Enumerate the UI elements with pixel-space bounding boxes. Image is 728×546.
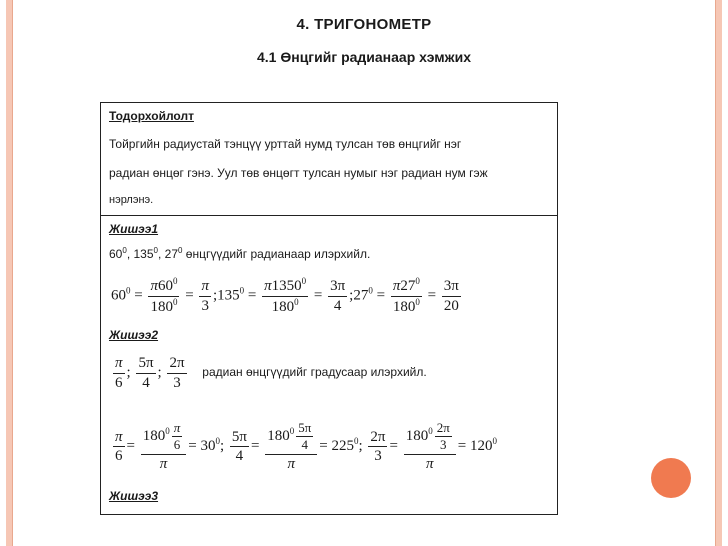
left-slide-border [6,0,13,546]
definition-line-3: нэрлэнэ. [109,194,154,206]
definition-line-1: Тойргийн радиустай тэнцүү урттай нумд тулсан төв өнцгийг нэг [109,137,462,151]
example3-heading: Жишээ3 [109,489,159,503]
page-title: 4. ТРИГОНОМЕТР [296,16,432,33]
slide-decoration-dot [651,458,691,498]
example1-equation: $60^0$ = $\frac{\pi 60^0}{180^0}$ = $\frac{\pi}{3}$ $;135^0$ = $\frac{\pi 1350^0}{180^0}$ = $\frac{3\pi}{4}$ $;27^0$ = $\frac{\pi 27^0}{180^0}$ = $\frac{3\pi}{20}$ [111,276,459,315]
example2-equation: $\frac{\pi}{6}$ = $180^0$ $\frac{\pi}{6}$ π = $30^0$; $\frac{5\pi}{4}$ = $180^0$ $\frac{5\pi}{4}$ π = $225^0$; $\frac{2\pi}{3}$ = $180^0$ $\frac{2\pi}{3}$ π = $120^0$ [115,420,497,472]
definition-line-2: радиан өнцөг гэнэ. Уул төв өнцөгт тулсан нумыг нэг радиан нум гэж [109,166,488,180]
definition-separator [101,215,557,216]
right-slide-border [715,0,722,546]
example2-heading: Жишээ2 [109,328,159,342]
section-title: 4.1 Өнцгийг радианаар хэмжих [257,49,471,65]
definition-heading: Тодорхойлолт [109,109,194,123]
example2-prompt: $\frac{\pi}{6}$ ; $\frac{5\pi}{4}$ ; $\frac{2\pi}{3}$ радиан өнцгүүдийг градусаар илэрхийл. [115,355,427,391]
content-box [100,102,558,515]
example1-prompt: $60^0$, $135^0$, $27^0$ өнцгүүдийг радианаар илэрхийл. [109,246,371,261]
example1-heading: Жишээ1 [109,222,159,236]
